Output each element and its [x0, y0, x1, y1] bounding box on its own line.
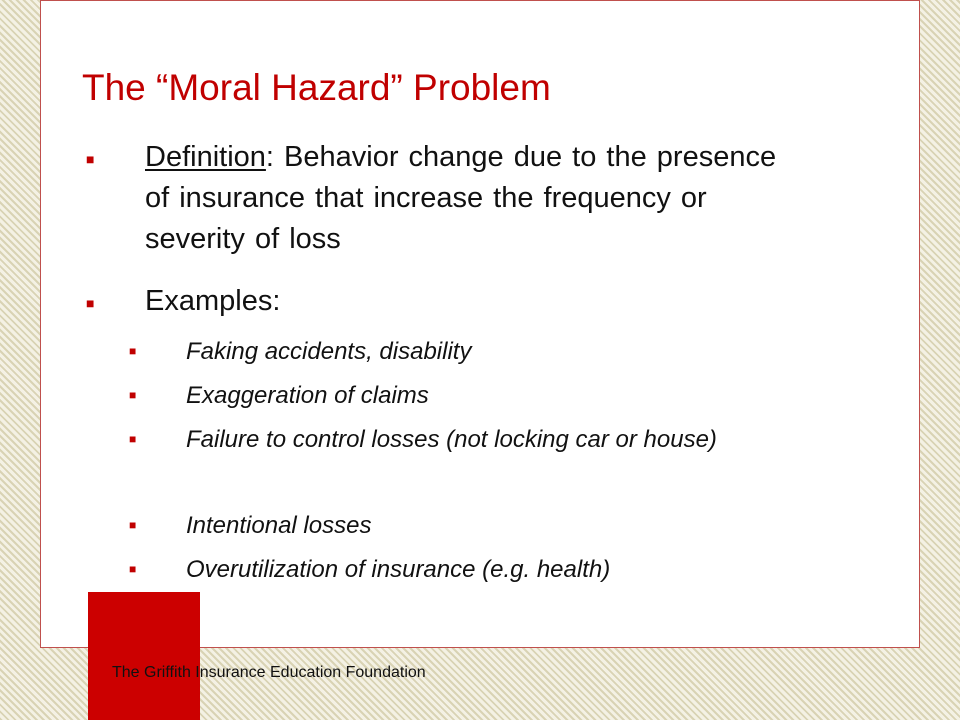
- bullet-square-icon: ■: [86, 295, 95, 311]
- accent-block: [88, 592, 200, 720]
- sub-bullet-square-icon: ■: [129, 388, 137, 402]
- sub-bullet-square-icon: ■: [129, 432, 137, 446]
- slide-title: The “Moral Hazard” Problem: [82, 67, 551, 108]
- sub-bullet-square-icon: ■: [129, 562, 137, 576]
- example-item: Faking accidents, disability: [186, 338, 472, 365]
- sub-bullet-square-icon: ■: [129, 344, 137, 358]
- definition-term: Definition: [145, 141, 266, 173]
- sub-bullet-square-icon: ■: [129, 518, 137, 532]
- example-item: Intentional losses: [186, 512, 372, 539]
- bullet-square-icon: ■: [86, 151, 95, 167]
- definition-separator: :: [265, 141, 274, 173]
- examples-heading: Examples:: [145, 285, 281, 317]
- example-item: Exaggeration of claims: [186, 382, 429, 409]
- definition-body: Behavior change due to the presence of insurance that increase the frequency or severity of loss: [145, 141, 777, 255]
- definition-text: [145, 137, 795, 260]
- example-item: Failure to control losses (not locking car or house): [186, 426, 717, 453]
- footer-text: The Griffith Insurance Education Foundation: [112, 664, 426, 681]
- example-item: Overutilization of insurance (e.g. health): [186, 556, 611, 583]
